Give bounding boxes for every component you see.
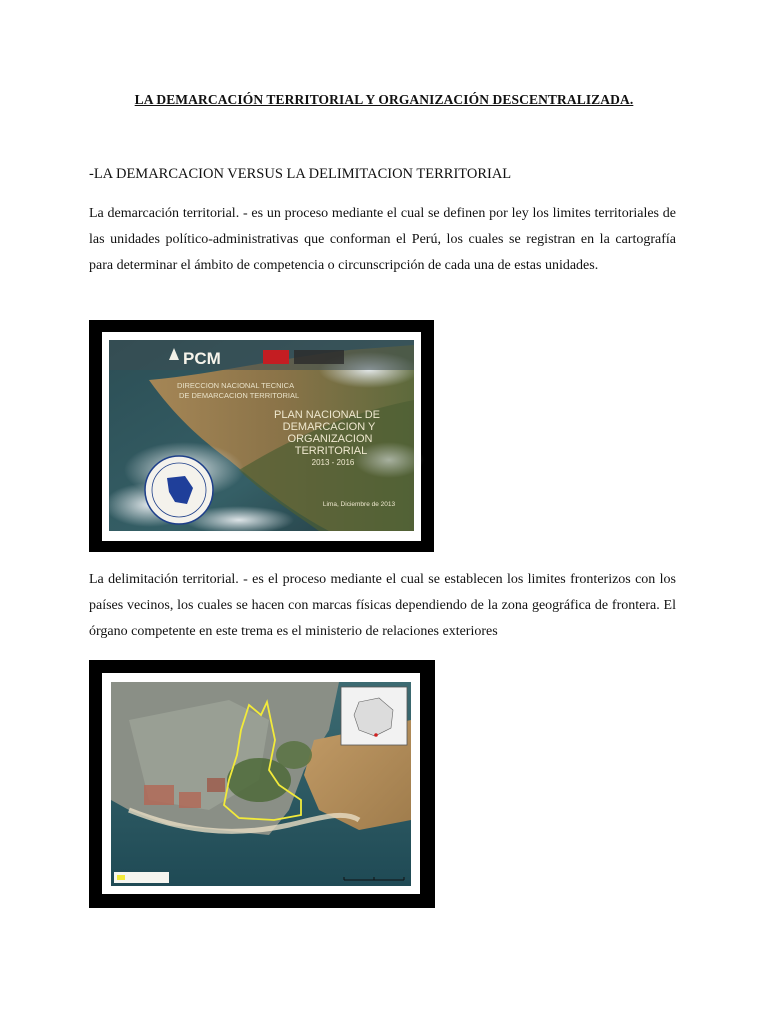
- plan-header-line1: DIRECCION NACIONAL TECNICA: [177, 381, 295, 390]
- paragraph-delimitacion: La delimitación territorial. - es el proceso mediante el cual se establecen los limites fronterizos con los países vecinos, los cuales se hacen con marcas físicas dependiendo de la zona geográfica de frontera. El órgano competente en este trema es el ministerio de relaciones exteriores: [89, 572, 676, 639]
- paragraph-demarcacion: La demarcación territorial. - es un proceso mediante el cual se definen por ley los limites territoriales de las unidades político-administrativas que conforman el Perú, los cuales se registran en la cartografía para determinar el ámbito de competencia o circunscripción de cada una de estas unidades.: [89, 206, 676, 273]
- plan-years: 2013 - 2016: [311, 458, 355, 467]
- plan-title-line2: DEMARCACION Y: [282, 421, 376, 433]
- document-title: LA DEMARCACIÓN TERRITORIAL Y ORGANIZACIÓN DESCENTRALIZADA.: [134, 92, 634, 107]
- peru-flag-logo: [263, 350, 289, 364]
- plan-cover-figure: [89, 320, 434, 552]
- satellite-map-image: [89, 660, 435, 908]
- plan-footer-date: Lima, Diciembre de 2013: [322, 501, 396, 508]
- pcm-logo-text: PCM: [183, 349, 221, 368]
- plan-cover-image: [89, 320, 434, 552]
- plan-header-line2: DE DEMARCACION TERRITORIAL: [179, 391, 300, 400]
- location-marker-icon: [374, 733, 378, 737]
- plan-title-line4: TERRITORIAL: [294, 445, 368, 457]
- plan-title-line1: PLAN NACIONAL DE: [274, 409, 380, 421]
- section-heading: -LA DEMARCACION VERSUS LA DELIMITACION TERRITORIAL: [89, 166, 512, 182]
- satellite-map-figure: [89, 660, 435, 908]
- plan-title-line3: ORGANIZACION: [287, 433, 373, 445]
